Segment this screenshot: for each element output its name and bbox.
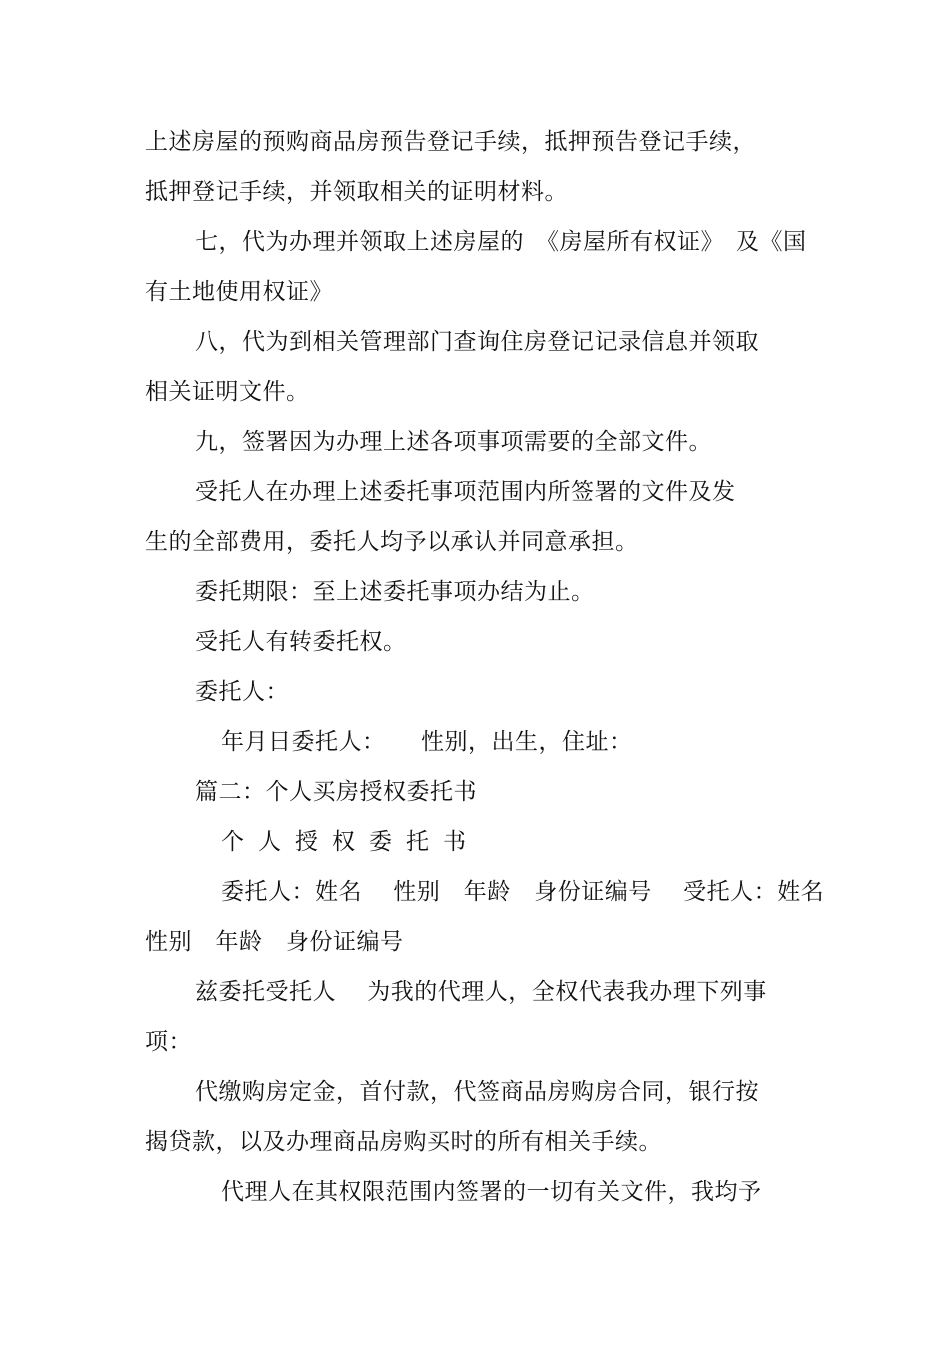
paragraph-line: 有土地使用权证》 [145, 279, 333, 305]
paragraph-line: 八，代为到相关管理部门查询住房登记记录信息并领取 [195, 329, 759, 355]
paragraph-line: 委托人： [195, 679, 289, 705]
paragraph-line: 代缴购房定金，首付款，代签商品房购房合同，银行按 [195, 1079, 759, 1105]
paragraph-line: 委托人：姓名 性别 年龄 身份证编号 受托人：姓名 [221, 879, 825, 905]
section-heading: 篇二：个人买房授权委托书 [195, 779, 477, 805]
paragraph-line: 生的全部费用，委托人均予以承认并同意承担。 [145, 529, 639, 555]
paragraph-line: 委托期限：至上述委托事项办结为止。 [195, 579, 595, 605]
paragraph-line: 九，签署因为办理上述各项事项需要的全部文件。 [195, 429, 712, 455]
paragraph-line: 相关证明文件。 [145, 379, 310, 405]
paragraph-line: 性别 年龄 身份证编号 [145, 929, 404, 955]
paragraph-line: 代理人在其权限范围内签署的一切有关文件，我均予 [221, 1179, 762, 1205]
paragraph-line: 年月日委托人： 性别，出生，住址： [221, 729, 633, 755]
paragraph-line: 受托人在办理上述委托事项范围内所签署的文件及发 [195, 479, 736, 505]
paragraph-line: 七，代为办理并领取上述房屋的 《房屋所有权证》 及《国 [195, 229, 807, 255]
paragraph-line: 受托人有转委托权。 [195, 629, 407, 655]
document-title: 个人授权委托书 [221, 829, 480, 855]
paragraph-line: 兹委托受托人 为我的代理人，全权代表我办理下列事 [195, 979, 767, 1005]
paragraph-line: 项： [145, 1029, 192, 1055]
paragraph-line: 揭贷款，以及办理商品房购买时的所有相关手续。 [145, 1129, 662, 1155]
paragraph-line: 上述房屋的预购商品房预告登记手续，抵押预告登记手续， [145, 129, 756, 155]
paragraph-line: 抵押登记手续，并领取相关的证明材料。 [145, 179, 568, 205]
